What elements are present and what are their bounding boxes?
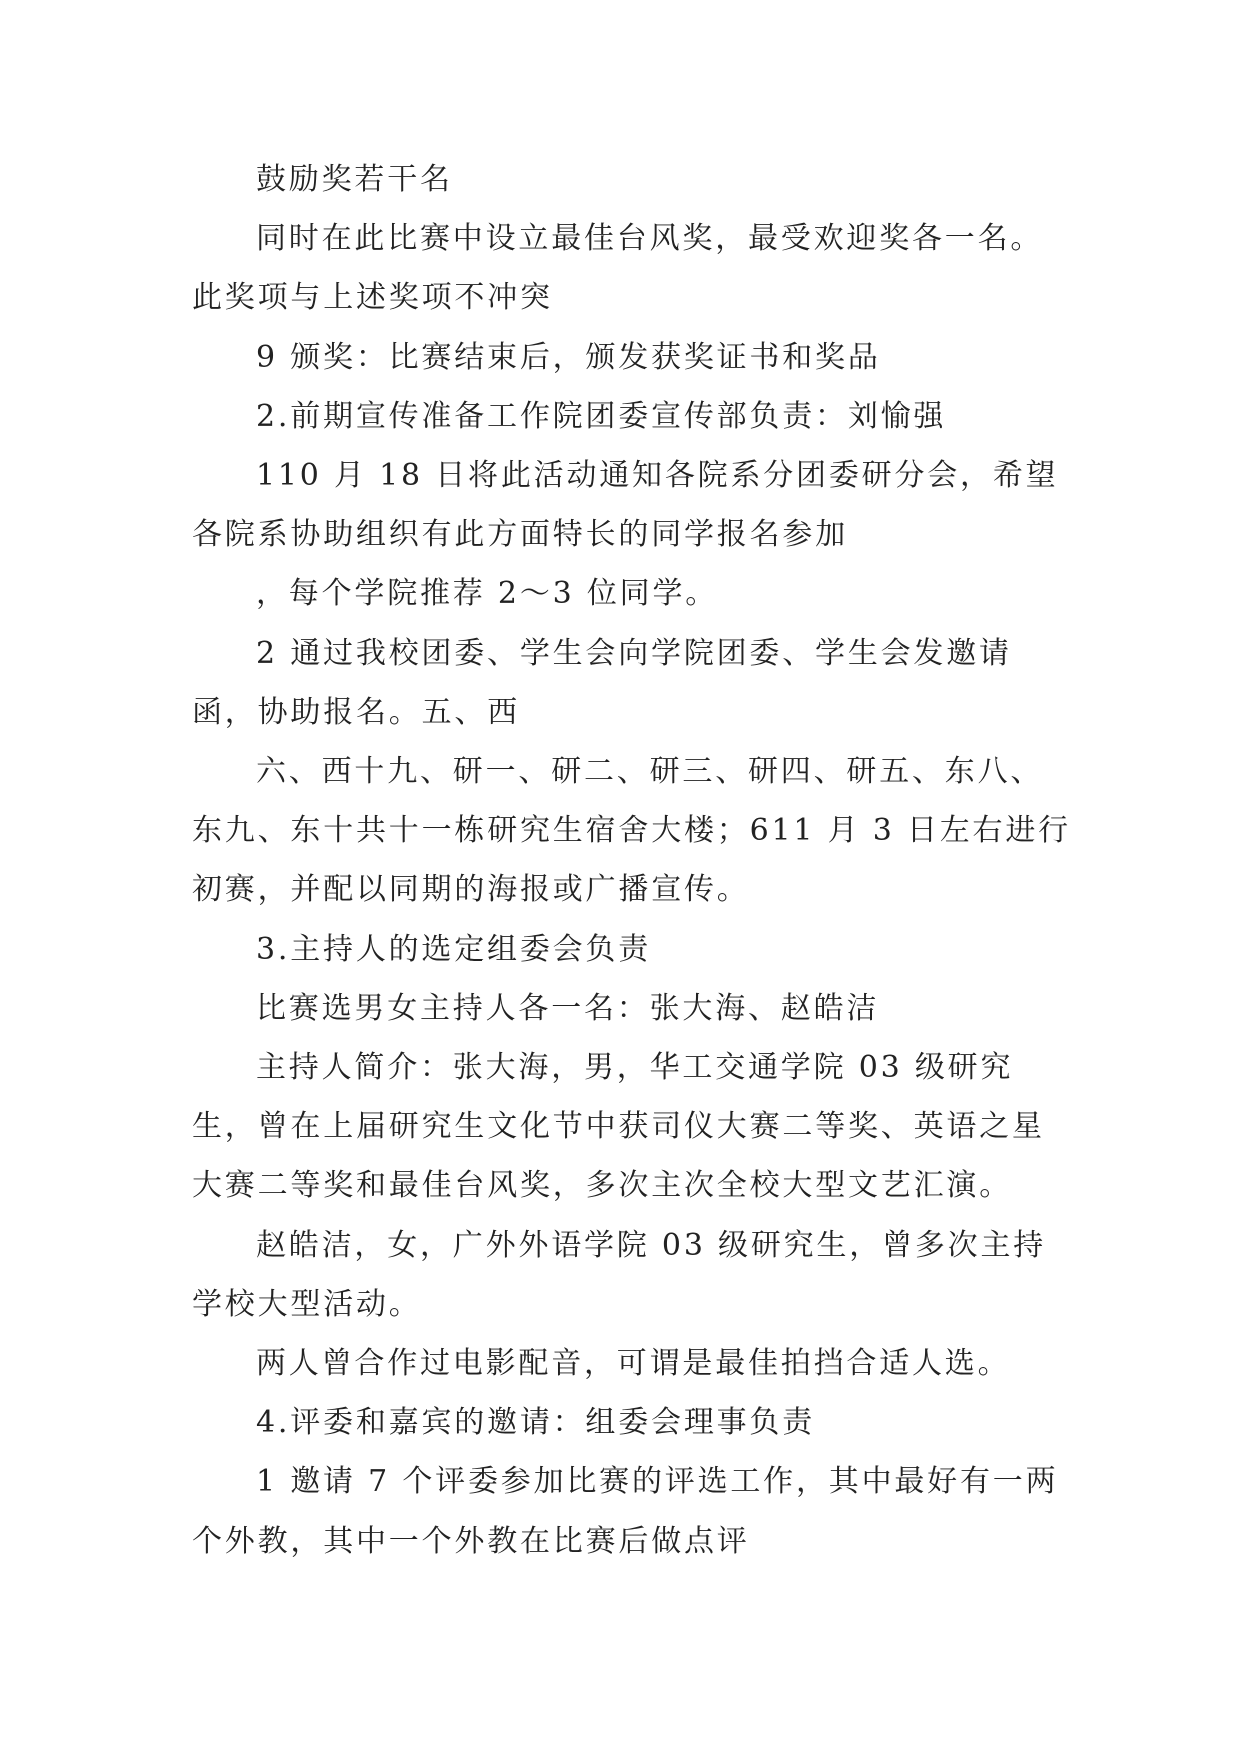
paragraph-recommendation-count: ，每个学院推荐 2～3 位同学。 <box>256 576 719 612</box>
paragraph-award-ceremony: 9 颁奖：比赛结束后，颁发获奖证书和奖品 <box>256 339 881 375</box>
paragraph-publicity-heading: 2.前期宣传准备工作院团委宣传部负责：刘愉强 <box>256 398 947 434</box>
paragraph-invitation-letter: 2 通过我校团委、学生会向学院团委、学生会发邀请函，协助报名。五、西 <box>192 635 1012 730</box>
paragraph-host-intro-male: 主持人简介：张大海，男，华工交通学院 03 级研究生，曾在上届研究生文化节中获司仪大赛二等奖、英语之星大赛二等奖和最佳台风奖，多次主次全校大型文艺汇演。 <box>192 1050 1045 1204</box>
paragraph-notice-departments: 110 月 18 日将此活动通知各院系分团委研分会，希望各院系协助组织有此方面特长的同学报名参加 <box>192 458 1059 553</box>
paragraph-encouragement-award: 鼓励奖若干名 <box>256 162 453 197</box>
paragraph-judges-heading: 4.评委和嘉宾的邀请：组委会理事负责 <box>256 1405 816 1441</box>
paragraph-host-names: 比赛选男女主持人各一名：张大海、赵皓洁 <box>256 990 880 1026</box>
paragraph-host-partnership: 两人曾合作过电影配音，可谓是最佳拍挡合适人选。 <box>256 1346 1011 1382</box>
document-body <box>192 150 1072 1571</box>
paragraph-host-intro-female: 赵皓洁，女，广外外语学院 03 级研究生，曾多次主持学校大型活动。 <box>192 1227 1047 1322</box>
paragraph-special-awards: 同时在此比赛中设立最佳台风奖，最受欢迎奖各一名。此奖项与上述奖项不冲突 <box>192 221 1044 316</box>
paragraph-judges-invitation: 1 邀请 7 个评委参加比赛的评选工作，其中最好有一两个外教，其中一个外教在比赛后做点评 <box>192 1464 1059 1559</box>
paragraph-dormitories-preliminary: 六、西十九、研一、研二、研三、研四、研五、东八、东九、东十共十一栋研究生宿舍大楼；611 月 3 日左右进行初赛，并配以同期的海报或广播宣传。 <box>192 754 1071 908</box>
paragraph-host-selection-heading: 3.主持人的选定组委会负责 <box>256 931 652 967</box>
